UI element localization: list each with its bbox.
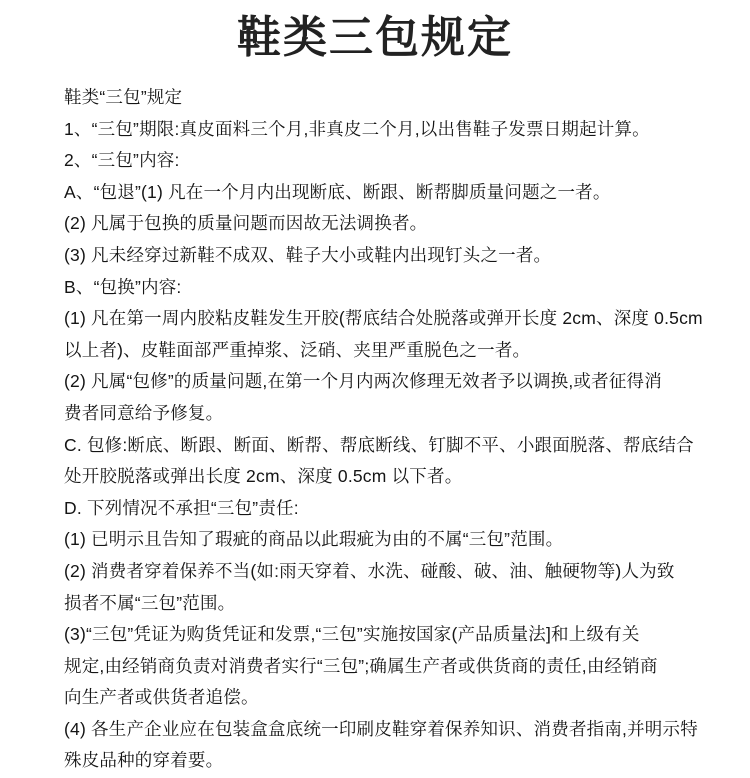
- text-line: 向生产者或供货者追偿。: [64, 687, 259, 708]
- text-line: 以上者)、皮鞋面部严重掉浆、泛硝、夹里严重脱色之一者。: [64, 339, 531, 360]
- text-line: 规定,由经销商负责对消费者实行“三包”;确属生产者或供货商的责任,由经销商: [64, 655, 658, 676]
- text-line: 处开胶脱落或弹出长度 2cm、深度 0.5cm 以下者。: [64, 466, 463, 487]
- page-title: 鞋类三包规定: [237, 13, 513, 62]
- text-line: 损者不属“三包”范围。: [64, 592, 236, 613]
- text-line: 1、“三包”期限:真皮面料三个月,非真皮二个月,以出售鞋子发票日期起计算。: [64, 118, 650, 139]
- text-line: A、“包退”(1) 凡在一个月内出现断底、断跟、断帮脚质量问题之一者。: [64, 181, 611, 202]
- text-line: (2) 消费者穿着保养不当(如:雨天穿着、水洗、碰酸、破、油、触硬物等)人为致: [64, 560, 675, 581]
- text-line: 殊皮品种的穿着要。: [64, 750, 224, 771]
- text-line: 2、“三包”内容:: [64, 150, 180, 171]
- text-line: (1) 已明示且告知了瑕疵的商品以此瑕疵为由的不属“三包”范围。: [64, 529, 564, 550]
- text-line: (3) 凡未经穿过新鞋不成双、鞋子大小或鞋内出现钉头之一者。: [64, 244, 552, 265]
- text-line: (2) 凡属“包修”的质量问题,在第一个月内两次修理无效者予以调换,或者征得消: [64, 371, 662, 392]
- text-line: D. 下列情况不承担“三包”责任:: [64, 497, 299, 518]
- text-line: (3)“三包”凭证为购货凭证和发票,“三包”实施按国家(产品质量法]和上级有关: [64, 624, 640, 645]
- text-line: (4) 各生产企业应在包装盒盒底统一印刷皮鞋穿着保养知识、消费者指南,并明示特: [64, 718, 698, 739]
- text-line: (2) 凡属于包换的质量问题而因故无法调换者。: [64, 213, 428, 234]
- text-line: (1) 凡在第一周内胶粘皮鞋发生开胶(帮底结合处脱落或弹开长度 2cm、深度 0.5cm: [64, 308, 703, 329]
- text-line: 鞋类“三包”规定: [64, 87, 183, 107]
- text-line: B、“包换”内容:: [64, 276, 182, 297]
- document-body: [0, 82, 750, 777]
- text-line: C. 包修:断底、断跟、断面、断帮、帮底断线、钉脚不平、小跟面脱落、帮底结合: [64, 434, 694, 455]
- text-line: 费者同意给予修复。: [64, 402, 224, 423]
